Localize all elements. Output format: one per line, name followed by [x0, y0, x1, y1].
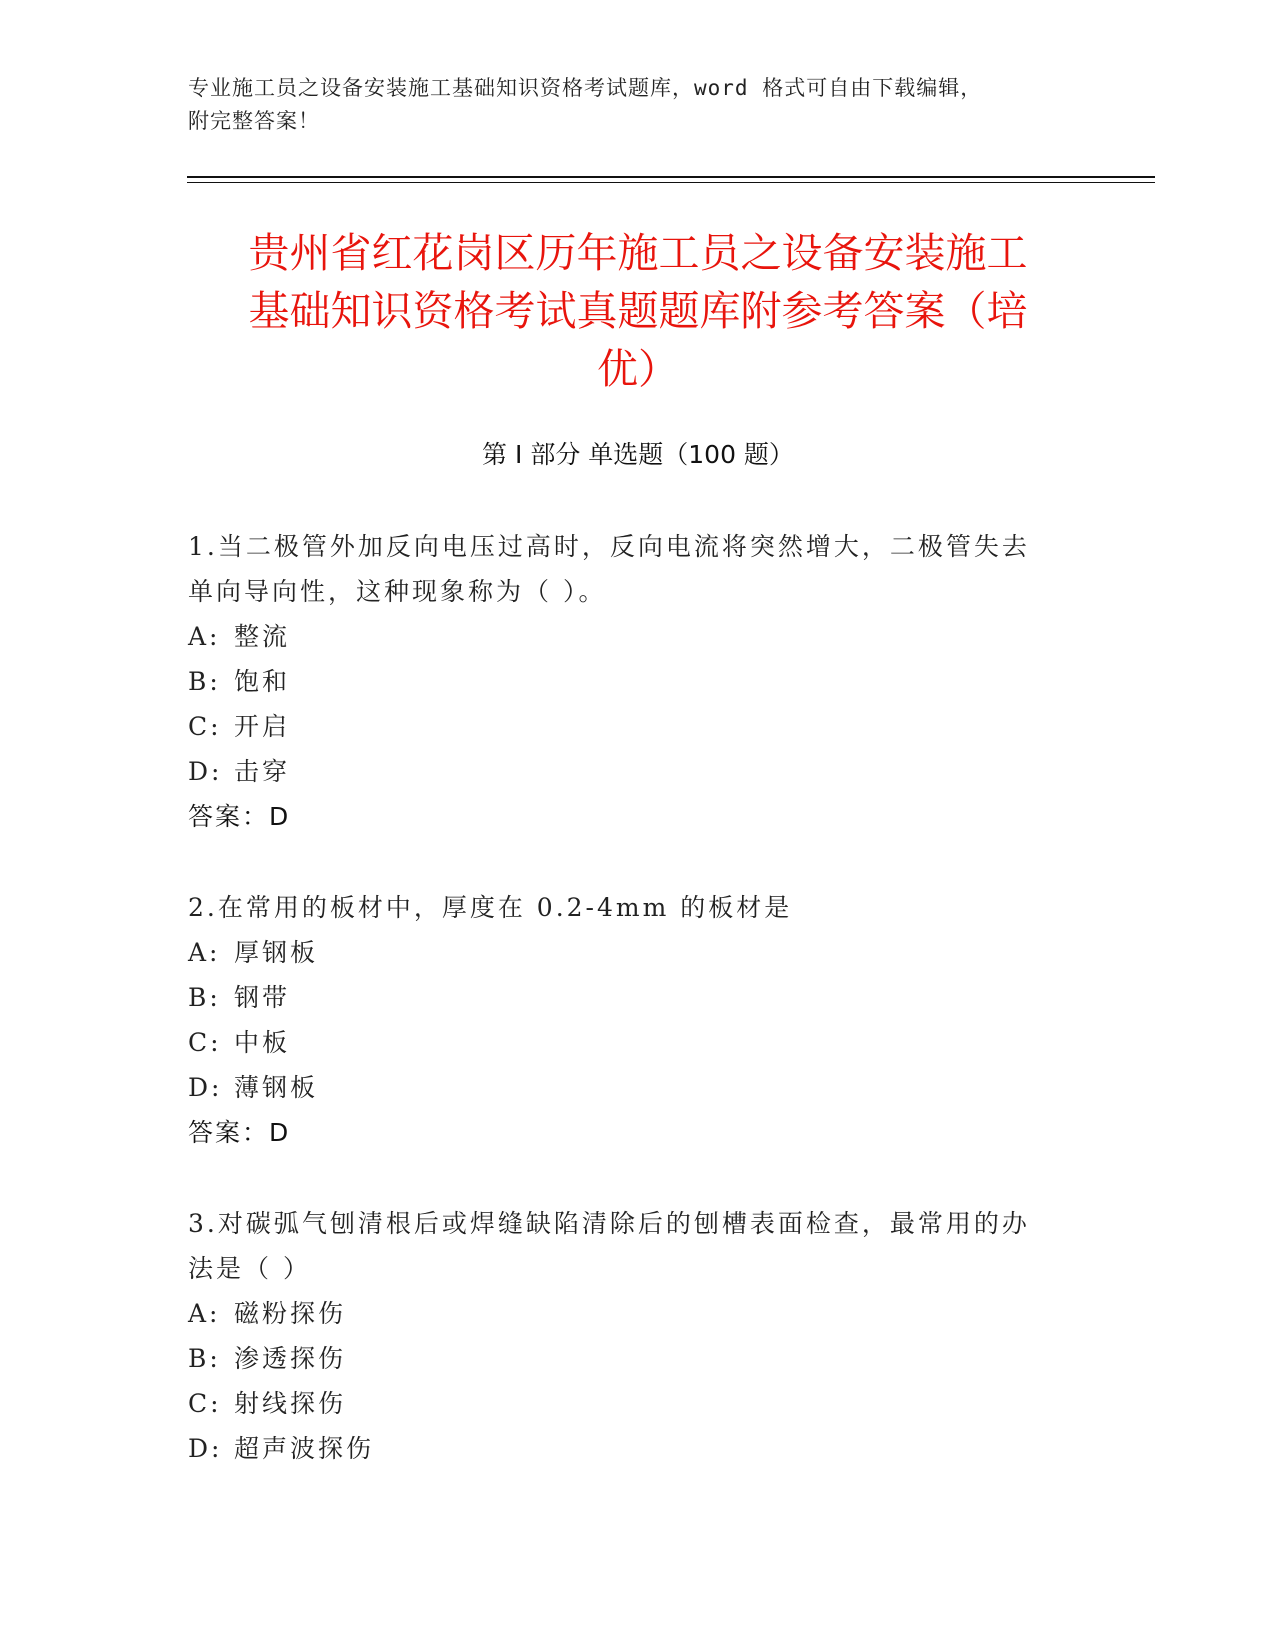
option-d [188, 1426, 1068, 1471]
question-stem-line: 法是（ ） [188, 1254, 311, 1283]
option-letter: D: [188, 757, 223, 786]
option-letter: C: [188, 1389, 222, 1418]
option-letter: B: [188, 667, 221, 696]
option-b [188, 659, 1068, 704]
document-title-line1: 贵州省红花岗区历年施工员之设备安装施工 [248, 229, 1028, 277]
option-text: 磁粉探伤 [234, 1299, 347, 1328]
document-title-line3: 优） [597, 345, 679, 393]
option-c [188, 1381, 1068, 1426]
question-stem [188, 524, 1068, 614]
option-letter: B: [188, 983, 221, 1012]
option-c [188, 1020, 1068, 1065]
question-stem [188, 885, 1068, 930]
option-letter: D: [188, 1073, 223, 1102]
option-text: 开启 [234, 712, 291, 741]
question-stem-line: 2.在常用的板材中，厚度在 0.2-4mm 的板材是 [188, 893, 793, 922]
document-title [188, 224, 1088, 398]
question-3 [188, 1201, 1068, 1471]
option-text: 薄钢板 [234, 1073, 319, 1102]
option-letter: C: [188, 1028, 222, 1057]
section-heading: 第 I 部分 单选题（100 题） [482, 440, 794, 469]
option-a [188, 614, 1068, 659]
question-stem-line: 单向导向性，这种现象称为（ ）。 [188, 577, 607, 606]
header-note [188, 72, 1068, 138]
option-text: 饱和 [234, 667, 291, 696]
option-b [188, 1336, 1068, 1381]
option-d [188, 749, 1068, 794]
answer-line: 答案：D [188, 802, 291, 831]
question-stem-line: 1.当二极管外加反向电压过高时，反向电流将突然增大，二极管失去 [188, 532, 1030, 561]
option-text: 钢带 [234, 983, 291, 1012]
header-note-line1: 专业施工员之设备安装施工基础知识资格考试题库，word 格式可自由下载编辑， [188, 76, 983, 100]
document-title-line2: 基础知识资格考试真题题库附参考答案（培 [248, 287, 1028, 335]
option-text: 厚钢板 [234, 938, 319, 967]
question-stem [188, 1201, 1068, 1291]
option-letter: D: [188, 1434, 223, 1463]
option-c [188, 704, 1068, 749]
question-stem-line: 3.对碳弧气刨清根后或焊缝缺陷清除后的刨槽表面检查，最常用的办 [188, 1209, 1030, 1238]
option-a [188, 930, 1068, 975]
header-divider-thin [187, 182, 1155, 183]
option-d [188, 1065, 1068, 1110]
option-letter: A: [188, 938, 221, 967]
option-text: 射线探伤 [234, 1389, 347, 1418]
option-a [188, 1291, 1068, 1336]
header-note-line2: 附完整答案！ [188, 109, 320, 133]
answer-line: 答案：D [188, 1118, 291, 1147]
option-text: 渗透探伤 [234, 1344, 347, 1373]
header-divider-thick [187, 176, 1155, 178]
option-text: 整流 [234, 622, 291, 651]
option-text: 击穿 [234, 757, 291, 786]
option-letter: A: [188, 1299, 221, 1328]
question-2 [188, 885, 1068, 1155]
option-letter: B: [188, 1344, 221, 1373]
option-text: 中板 [234, 1028, 291, 1057]
question-list [188, 524, 1068, 1517]
option-letter: C: [188, 712, 222, 741]
option-text: 超声波探伤 [234, 1434, 375, 1463]
question-1 [188, 524, 1068, 839]
option-letter: A: [188, 622, 221, 651]
option-b [188, 975, 1068, 1020]
